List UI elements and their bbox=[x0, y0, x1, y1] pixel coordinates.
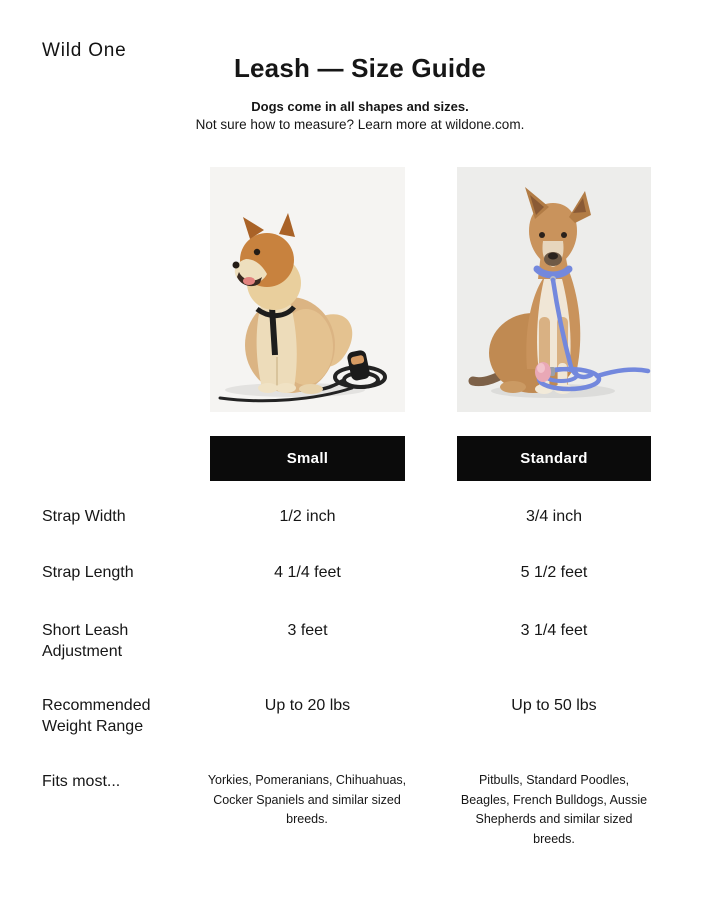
row-label-short-leash-adjustment: Short Leash Adjustment bbox=[42, 622, 129, 660]
tan-dog-with-blue-leash-illustration bbox=[457, 167, 651, 412]
column-header-small[interactable]: Small bbox=[210, 436, 405, 481]
product-photo-small bbox=[210, 167, 405, 412]
tagline: Dogs come in all shapes and sizes. bbox=[251, 99, 469, 114]
short-leash-adjustment-value-standard: 3 1/4 feet bbox=[520, 622, 588, 639]
strap-width-value-standard: 3/4 inch bbox=[525, 508, 583, 525]
recommended-weight-range-value-small: Up to 20 lbs bbox=[264, 697, 351, 714]
fits-most-value-small: Yorkies, Pomeranians, Chihuahuas, Cocker Spaniels and similar sized breeds. bbox=[207, 773, 407, 827]
pomeranian-dog bbox=[233, 213, 353, 394]
row-label-fits-most: Fits most... bbox=[42, 773, 121, 790]
brand-logo: Wild One bbox=[42, 40, 127, 61]
pomeranian-with-black-leash-illustration bbox=[210, 167, 405, 412]
strap-length-value-small: 4 1/4 feet bbox=[274, 564, 341, 581]
fits-most-value-standard: Pitbulls, Standard Poodles, Beagles, French Bulldogs, Aussie Shepherds and similar sized breeds. bbox=[460, 773, 648, 847]
recommended-weight-range-value-standard: Up to 50 lbs bbox=[511, 697, 597, 714]
measure-help-text: Not sure how to measure? Learn more at wildone.com. bbox=[195, 117, 525, 132]
strap-width-value-small: 1/2 inch bbox=[279, 508, 336, 525]
short-leash-adjustment-value-small: 3 feet bbox=[287, 622, 328, 639]
row-label-strap-length: Strap Length bbox=[42, 564, 134, 581]
page-title: Leash — Size Guide bbox=[233, 53, 487, 83]
strap-length-value-standard: 5 1/2 feet bbox=[520, 564, 588, 581]
column-header-standard[interactable]: Standard bbox=[457, 436, 651, 481]
row-label-recommended-weight-range: Recommended Weight Range bbox=[42, 697, 151, 735]
product-photo-standard bbox=[457, 167, 651, 412]
tan-dog bbox=[473, 187, 591, 394]
row-label-strap-width: Strap Width bbox=[42, 508, 126, 525]
